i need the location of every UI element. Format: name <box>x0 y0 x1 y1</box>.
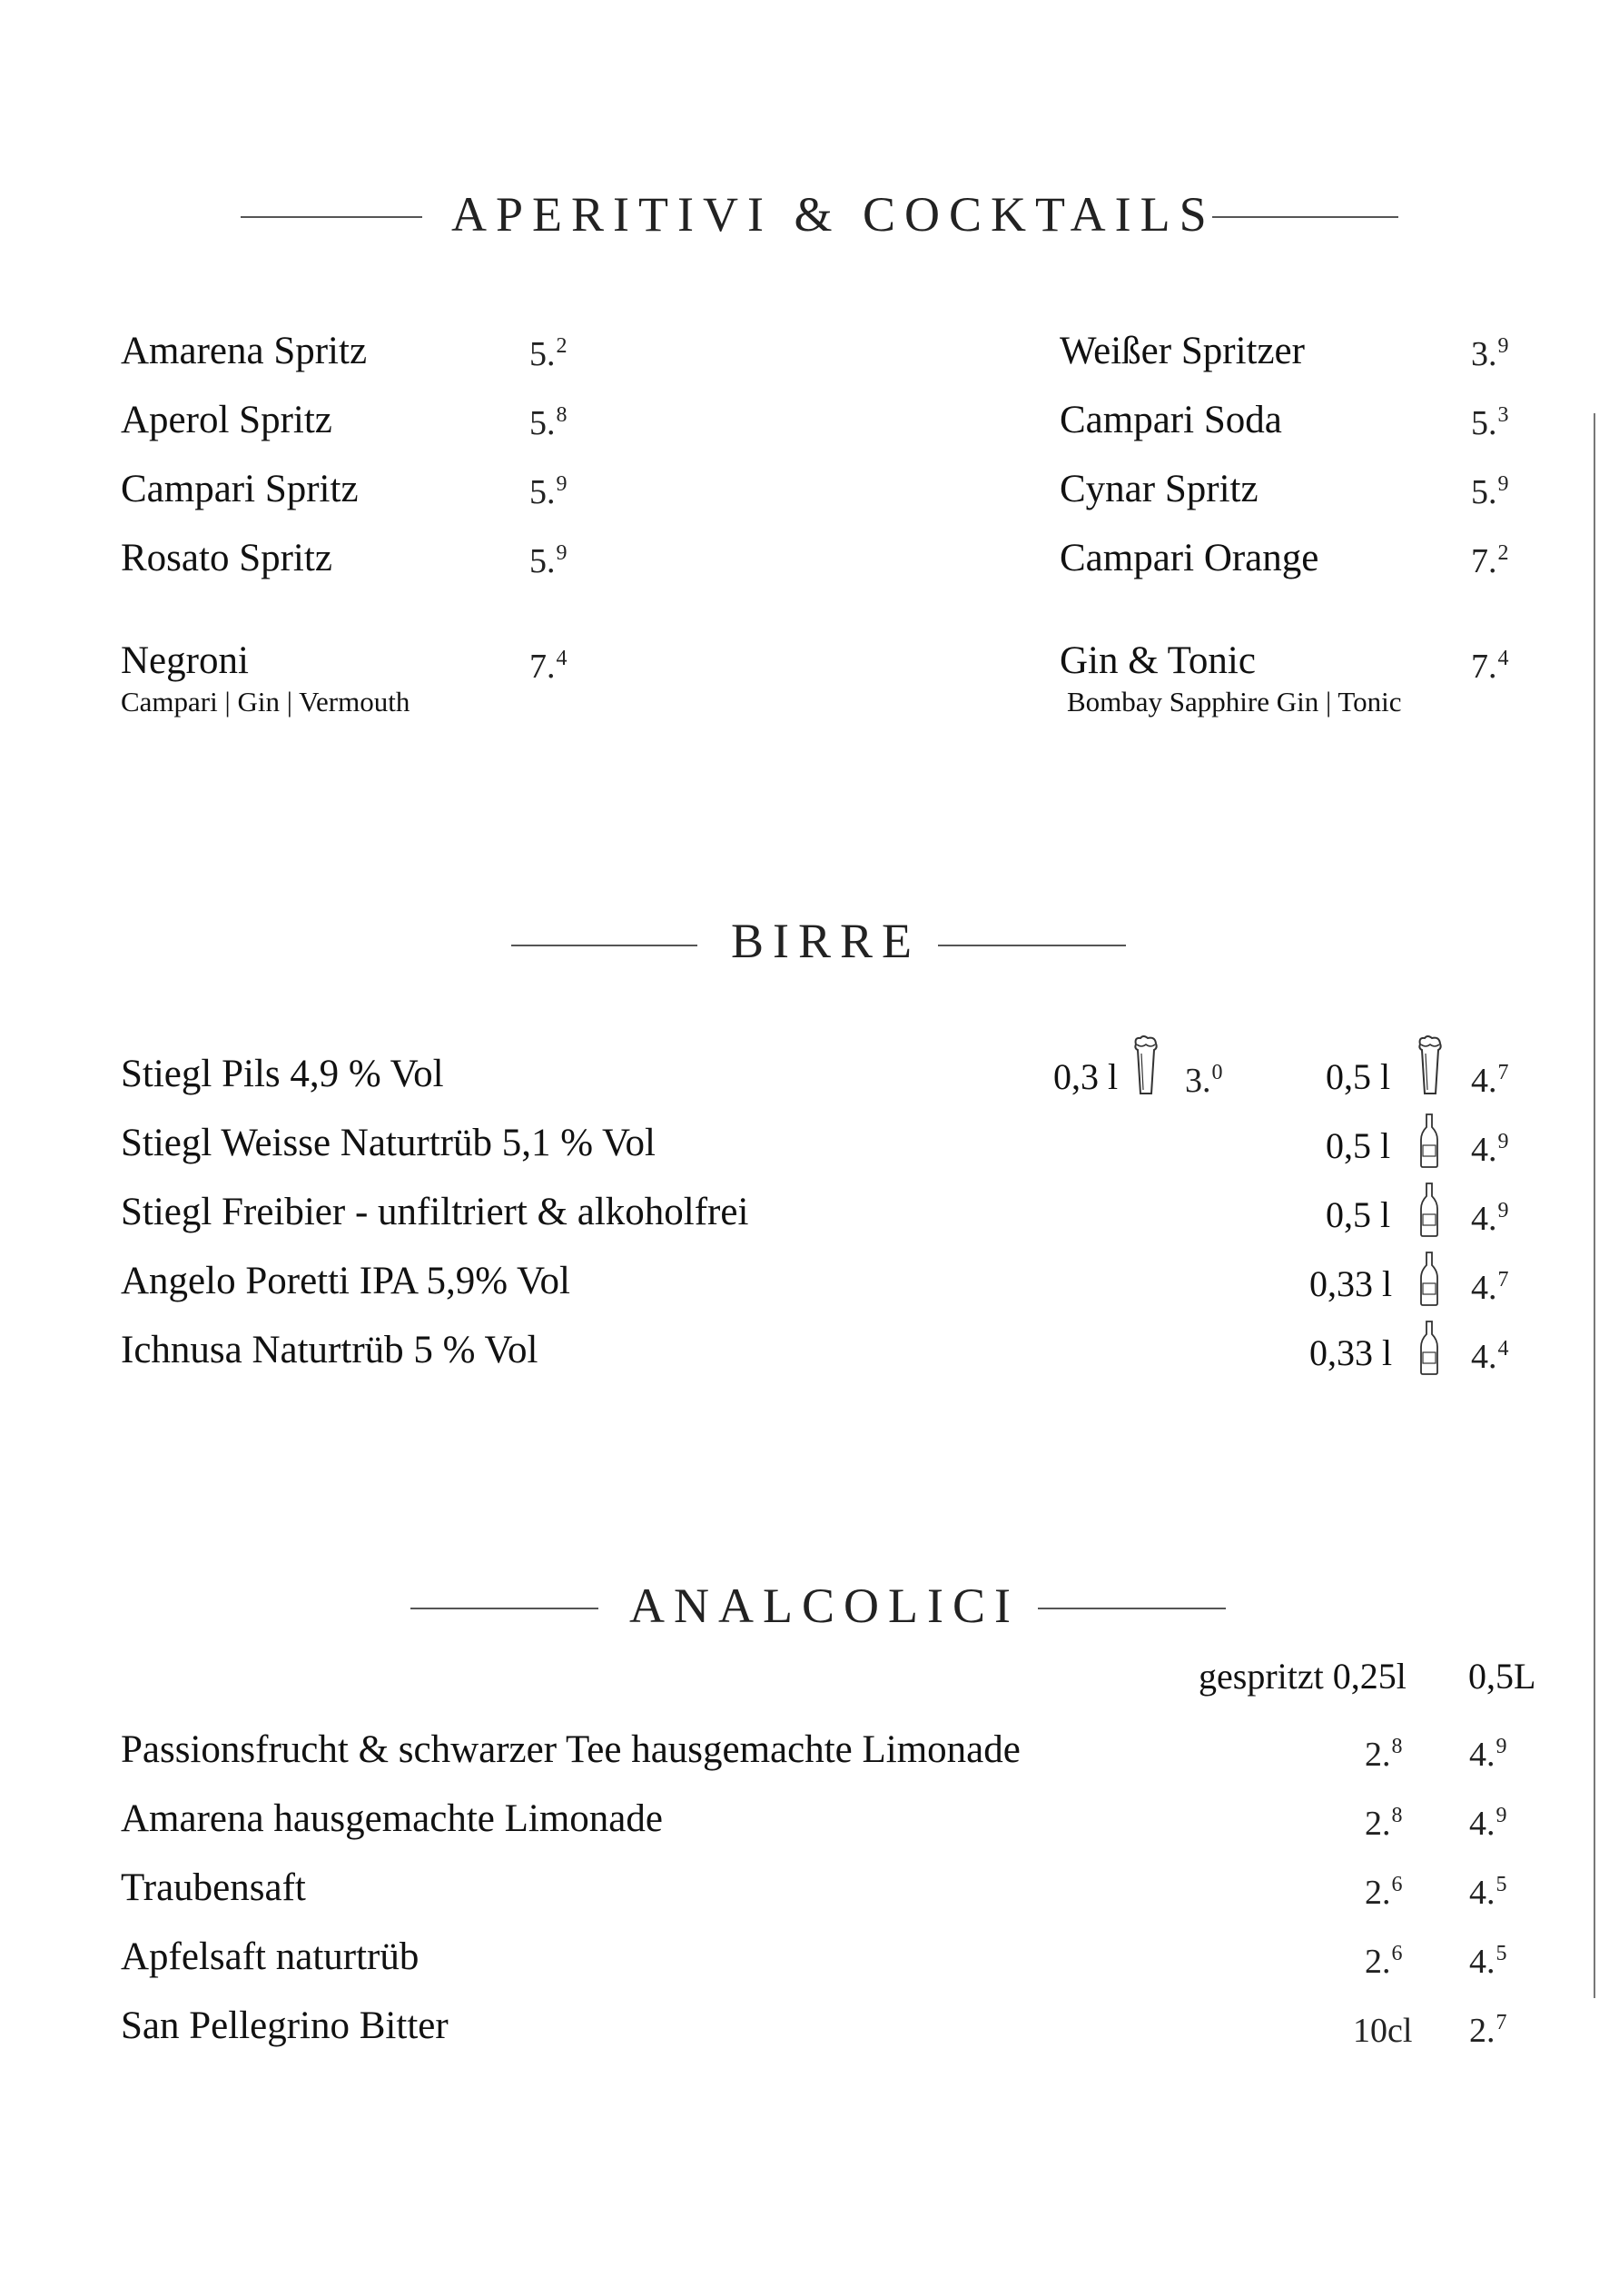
drink-price-05: 4.$^9$ <box>1469 1735 1507 1774</box>
drink-name: Passionsfrucht & schwarzer Tee hausgemachte Limonade <box>121 1728 1021 1771</box>
menu-item-price: 7.$^4$ <box>1471 647 1509 686</box>
menu-item-price: 7.$^4$ <box>529 647 568 686</box>
beer-volume: 0,3 l <box>1053 1056 1119 1097</box>
beer-volume: 0,5 l <box>1326 1194 1391 1235</box>
menu-item-price: 5.$^9$ <box>529 472 568 511</box>
drink-price-025: 2.$^8$ <box>1365 1804 1403 1843</box>
beer-bottle-icon <box>1418 1182 1440 1238</box>
drink-name: Amarena hausgemachte Limonade <box>121 1797 663 1840</box>
column-header-025: gespritzt 0,25l <box>1199 1656 1407 1697</box>
drink-price-025: 2.$^8$ <box>1365 1735 1403 1774</box>
menu-item-name: Negroni <box>121 639 249 682</box>
drink-name: San Pellegrino Bitter <box>121 2004 449 2047</box>
menu-item-price: 3.$^9$ <box>1471 334 1509 373</box>
menu-item-price: 7.$^2$ <box>1471 541 1509 580</box>
menu-item-name: Weißer Spritzer <box>1060 330 1305 372</box>
menu-item-name: Amarena Spritz <box>121 330 368 372</box>
beer-bottle-icon <box>1418 1113 1440 1169</box>
header-rule-right <box>1038 1608 1226 1609</box>
beer-name: Stiegl Pils 4,9 % Vol <box>121 1053 444 1095</box>
section-title-birre: BIRRE <box>731 914 922 968</box>
header-rule-right <box>1212 216 1398 218</box>
beer-glass-icon <box>1417 1035 1444 1099</box>
beer-volume: 0,5 l <box>1326 1125 1391 1166</box>
menu-item-price: 5.$^2$ <box>529 334 568 373</box>
menu-item-description: Bombay Sapphire Gin | Tonic <box>1067 686 1402 718</box>
section-header-birre <box>0 908 1609 981</box>
drink-price-025: 2.$^6$ <box>1365 1942 1403 1981</box>
beer-price: 4.$^9$ <box>1471 1199 1509 1238</box>
beer-volume: 0,33 l <box>1309 1332 1393 1373</box>
header-rule-left <box>511 945 697 946</box>
drink-price-05: 4.$^9$ <box>1469 1804 1507 1843</box>
section-header-analcolici <box>0 1573 1609 1646</box>
menu-item-price: 5.$^9$ <box>529 541 568 580</box>
menu-item-name: Campari Soda <box>1060 399 1282 441</box>
section-title-aperitivi: APERITIVI & COCKTAILS <box>451 187 1216 242</box>
section-header-aperitivi <box>0 182 1609 254</box>
menu-item-price: 5.$^8$ <box>529 403 568 442</box>
beer-name: Stiegl Freibier - unfiltriert & alkoholfrei <box>121 1191 749 1233</box>
beer-price: 4.$^4$ <box>1471 1337 1509 1376</box>
drink-name: Traubensaft <box>121 1866 306 1909</box>
drink-price-025: 2.$^6$ <box>1365 1873 1403 1912</box>
header-rule-left <box>410 1608 598 1609</box>
beer-glass-icon <box>1132 1035 1160 1099</box>
drink-price-05: 2.$^7$ <box>1469 2011 1507 2050</box>
column-header-05: 0,5L <box>1468 1656 1536 1697</box>
beer-volume: 0,5 l <box>1326 1056 1391 1097</box>
drink-price-05: 4.$^5$ <box>1469 1942 1507 1981</box>
menu-item-name: Aperol Spritz <box>121 399 332 441</box>
section-title-analcolici: ANALCOLICI <box>629 1578 1020 1633</box>
beer-price: 4.$^7$ <box>1471 1268 1509 1307</box>
beer-name: Ichnusa Naturtrüb 5 % Vol <box>121 1329 538 1371</box>
menu-item-name: Campari Spritz <box>121 468 359 510</box>
drink-price-05: 4.$^5$ <box>1469 1873 1507 1912</box>
beer-volume: 0,33 l <box>1309 1263 1393 1304</box>
beer-name: Stiegl Weisse Naturtrüb 5,1 % Vol <box>121 1122 656 1164</box>
menu-item-price: 5.$^3$ <box>1471 403 1509 442</box>
beer-price: 3.$^0$ <box>1185 1061 1223 1100</box>
menu-item-name: Campari Orange <box>1060 537 1319 579</box>
menu-item-description: Campari | Gin | Vermouth <box>121 686 410 718</box>
menu-item-name: Gin & Tonic <box>1060 639 1256 682</box>
menu-item-price: 5.$^9$ <box>1471 472 1509 511</box>
drink-name: Apfelsaft naturtrüb <box>121 1935 420 1978</box>
drink-size: 10cl <box>1353 2012 1413 2050</box>
header-rule-right <box>938 945 1126 946</box>
beer-price: 4.$^9$ <box>1471 1130 1509 1169</box>
menu-item-name: Rosato Spritz <box>121 537 332 579</box>
header-rule-left <box>241 216 422 218</box>
beer-bottle-icon <box>1418 1251 1440 1307</box>
beer-price: 4.$^7$ <box>1471 1061 1509 1100</box>
beer-bottle-icon <box>1418 1320 1440 1376</box>
menu-item-name: Cynar Spritz <box>1060 468 1259 510</box>
beer-name: Angelo Poretti IPA 5,9% Vol <box>121 1260 570 1302</box>
page-edge-rule <box>1594 413 1595 1998</box>
